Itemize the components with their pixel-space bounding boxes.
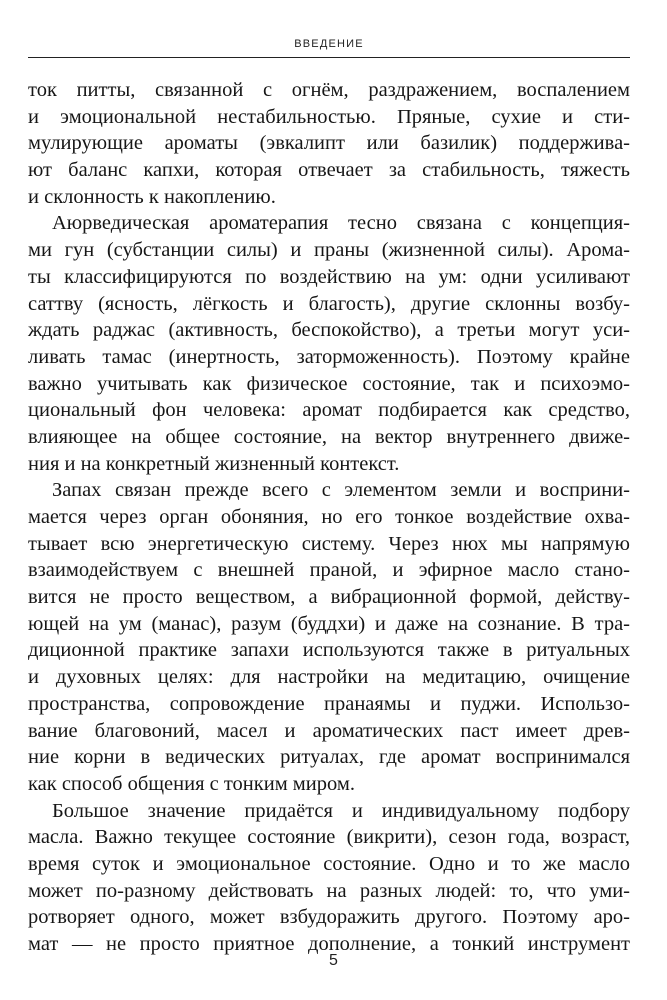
text-line: ния и на конкретный жизненный контекст. [28,452,400,475]
text-line: время суток и эмоциональное состояние. Одно и то же масло [28,852,630,875]
text-line: ют баланс капхи, которая отвечает за стабильность, тяжесть [28,159,630,182]
text-line: Большое значение придаётся и индивидуальному подбору [52,799,630,822]
text-line: мат — не просто приятное дополнение, а тонкий инструмент [28,933,630,955]
paragraph [28,477,630,797]
text-line: тывает всю энергетическую систему. Через нюх мы напрямую [28,532,630,555]
text-line: Аюрведическая ароматерапия тесно связана с концепция- [52,212,630,235]
paragraph [28,798,630,958]
text-line: циональный фон человека: аромат подбирается как средство, [28,399,630,422]
text-line: диционной практике запахи используются также в ритуальных [28,639,630,662]
text-line: как способ общения с тонким миром. [28,772,355,795]
running-header: ВВЕДЕНИЕ [294,38,364,50]
text-line: масла. Важно текущее состояние (викрити), сезон года, возраст, [28,826,630,849]
text-line: может по-разному действовать на разных людей: то, что уми- [28,879,630,902]
text-line: ние корни в ведических ритуалах, где аромат воспринимался [28,746,630,769]
text-line: взаимодействуем с внешней праной, и эфирное масло стано- [28,559,630,582]
text-line: ты классифицируются по воздействию на ум: одни усиливают [28,265,630,288]
text-line: ющей на ум (манас), разум (буддхи) и даже на сознание. В тра- [28,612,630,635]
text-line: мулирующие ароматы (эвкалипт или базилик) поддержива- [28,132,630,155]
text-line: пространства, сопровождение пранаямы и пуджи. Использо- [28,692,630,715]
text-line: мается через орган обоняния, но его тонкое воздействие охва- [28,506,630,528]
text-line: важно учитывать как физическое состояние, так и психоэмо- [28,372,630,395]
text-line: ждать раджас (активность, беспокойство), а третьи могут уси- [28,319,630,342]
text-line: влияющее на общее состояние, на вектор внутреннего движе- [28,425,630,448]
text-line: саттву (ясность, лёгкость и благость), другие склонны возбу- [28,292,630,315]
text-line: ми гун (субстанции силы) и праны (жизненной силы). Арома- [28,239,630,262]
header-rule [28,57,630,58]
text-line: ротворяет одного, может взбудоражить другого. Поэтому аро- [28,906,630,929]
text-line: и склонность к накоплению. [28,185,276,208]
text-line: и эмоциональной нестабильностью. Пряные, сухие и сти- [28,105,630,128]
text-line: вится не просто веществом, а вибрационной формой, действу- [28,586,630,609]
paragraph [28,210,630,477]
text-line: ливать тамас (инертность, заторможенность). Поэтому крайне [28,345,630,368]
page-body [28,77,630,958]
paragraph [28,77,630,210]
page-number: 5 [329,952,338,969]
text-line: ток питты, связанной с огнём, раздражением, воспалением [28,79,630,101]
text-line: и духовных целях: для настройки на медитацию, очищение [28,666,630,689]
text-line: Запах связан прежде всего с элементом земли и восприни- [52,479,630,502]
text-line: вание благовоний, масел и ароматических паст имеет древ- [28,719,630,742]
